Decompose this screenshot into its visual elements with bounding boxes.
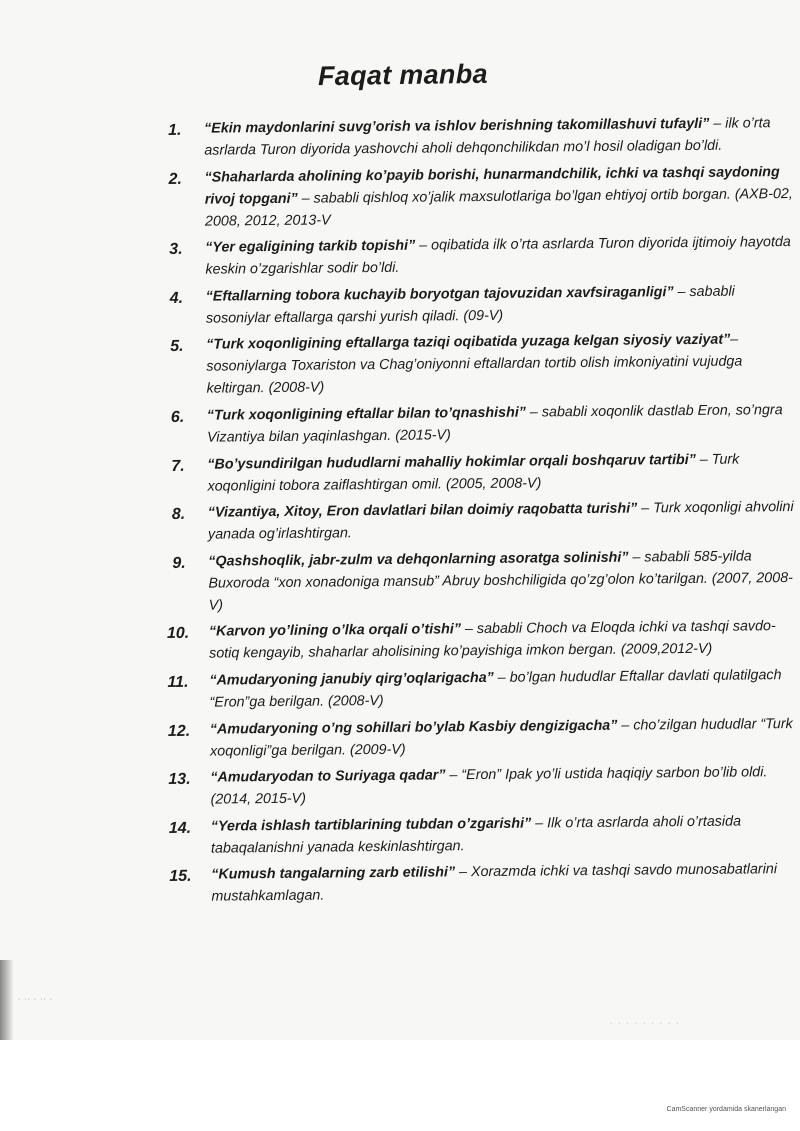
item-number: 15. xyxy=(169,868,192,886)
item-text: – sababli 585-yilda Buxoroda “xon xonadoniga mansub” Abruy boshchiligida qo’zg’olon ko’tarilgan. (2007, 2008-V) xyxy=(208,548,793,614)
list-item xyxy=(166,615,798,665)
fact-list xyxy=(168,112,800,913)
item-text: – Turk xoqonligi ahvolini yanada og’irlashtirgan. xyxy=(207,499,794,543)
item-quote: “Karvon yo’lining o’lka orqali o’tishi” xyxy=(208,621,462,640)
item-number: 4. xyxy=(169,289,184,307)
scanner-watermark: CamScanner yordamida skanerlangan xyxy=(666,1106,786,1113)
item-text: – sosoniylarga Toxariston va Chag’oniyonni eftallardan tortib olish imkoniyatini vujudga keltirgan. (2008-V) xyxy=(206,331,743,398)
item-quote: “Qashshoqlik, jabr-zulm va dehqonlarning asoratga solinishi” xyxy=(208,549,629,570)
item-quote: “Amudaryoning o’ng sohillari bo’ylab Kasbiy dengizigacha” xyxy=(209,717,618,738)
item-quote: “Ekin maydonlarini suvg’orish va ishlov berishning takomillashuvi tufayli” xyxy=(204,115,710,137)
item-text: – bo’lgan hududlar Eftallar davlati qulatilgach “Eron”ga berilgan. (2008-V) xyxy=(209,667,782,711)
item-text: – oqibatida ilk o’rta asrlarda Turon diyorida ijtimoiy hayotda keskin o’zgarishlar sodir bo’ldi. xyxy=(205,234,791,278)
item-text: – Ilk o’rta asrlarda aholi o’rtasida tabaqalanishni yanada keskinlashtirgan. xyxy=(210,813,742,857)
item-text: – Xorazmda ichki va tashqi savdo munosabatlarini mustahkamlagan. xyxy=(211,861,778,905)
list-item xyxy=(172,545,798,617)
list-item xyxy=(172,496,797,546)
item-text: – Turk xoqonligini tobora zaiflashtirgan omil. (2005, 2008-V) xyxy=(207,451,740,495)
list-item xyxy=(169,858,800,908)
list-item xyxy=(168,112,793,162)
item-quote: “Amudaryoning janubiy qirg’oqlarigacha” xyxy=(209,669,494,689)
item-quote: “Turk xoqonligining eftallarga taziqi oqibatida yuzaga kelgan siyosiy vaziyat” xyxy=(206,331,731,354)
item-text: – sababli Choch va Eloqda ichki va tashqi savdo-sotiq kengayib, shaharlar aholisining ko’payishiga imkon bergan. (2009,2012-V) xyxy=(209,618,776,662)
item-quote: “Eftallarning tobora kuchayib boryotgan tajovuzidan xavfsiraganligi” xyxy=(205,283,674,305)
item-number: 11. xyxy=(167,673,189,691)
item-text: – sababli qishloq xo’jalik maxsulotlariga bo’lgan ehtiyoj ortib borgan. (AXB-02, 2008, 2012, 2013-V xyxy=(204,185,793,230)
item-quote: “Shaharlarda aholining ko’payib borishi, hunarmandchilik, ichki va tashqi saydoning rivoj topgani” xyxy=(204,163,780,208)
item-number: 8. xyxy=(171,506,186,524)
item-number: 7. xyxy=(171,457,185,475)
item-quote: “Kumush tangalarning zarb etilishi” xyxy=(211,864,456,883)
item-quote: “Vizantiya, Xitoy, Eron davlatlari bilan doimiy raqobatta turishi” xyxy=(207,500,638,521)
list-item xyxy=(171,399,796,449)
item-quote: “Yer egaligining tarkib topishi” xyxy=(205,237,416,256)
list-item xyxy=(167,713,799,763)
item-text: – sababli xoqonlik dastlab Eron, so’ngra Vizantiya bilan yaqinlashgan. (2015-V) xyxy=(206,402,783,446)
item-number: 10. xyxy=(166,625,190,643)
scan-edge-shadow xyxy=(0,960,14,1040)
item-quote: “Turk xoqonligining eftallar bilan to’qnashishi” xyxy=(206,404,526,424)
item-text: – cho’zilgan hududlar “Turk xoqonligi”ga berilgan. (2009-V) xyxy=(210,715,793,760)
list-item xyxy=(168,810,800,860)
page-title: Faqat manba xyxy=(317,58,489,92)
item-quote: “Bo’ysundirilgan hududlarni mahalliy hokimlar orqali boshqaruv tartibi” xyxy=(207,451,696,473)
list-item xyxy=(169,231,794,281)
list-item xyxy=(170,280,795,330)
item-quote: “Yerda ishlash tartiblarining tubdan o’zgarishi” xyxy=(210,815,532,835)
scan-noise: · · · · · · · · · xyxy=(610,1020,681,1027)
item-number: 5. xyxy=(170,338,184,356)
item-number: 9. xyxy=(172,554,186,572)
item-number: 14. xyxy=(168,819,192,837)
item-number: 6. xyxy=(170,408,185,426)
list-item xyxy=(168,761,799,811)
list-item xyxy=(168,161,794,233)
list-item xyxy=(170,328,796,400)
list-item xyxy=(171,448,796,498)
item-text: – “Eron” Ipak yo’li ustida haqiqiy sarbon bo’lib oldi. (2014, 2015-V) xyxy=(210,764,768,808)
item-quote: “Amudaryodan to Suriyaga qadar” xyxy=(210,767,446,786)
list-item xyxy=(167,664,798,714)
item-number: 12. xyxy=(167,722,191,740)
scan-noise: · ·· · ·· · xyxy=(18,996,54,1003)
item-number: 3. xyxy=(169,241,183,259)
item-text: – ilk o’rta asrlarda Turon diyorida yashovchi aholi dehqonchilikdan mo’l hosil oladigan bo’ldi. xyxy=(204,115,771,159)
item-text: – sababli sosoniylar eftallarga qarshi yurish qiladi. (09-V) xyxy=(205,283,735,327)
item-number: 2. xyxy=(168,170,183,188)
item-number: 1. xyxy=(168,121,182,139)
item-number: 13. xyxy=(168,770,191,789)
